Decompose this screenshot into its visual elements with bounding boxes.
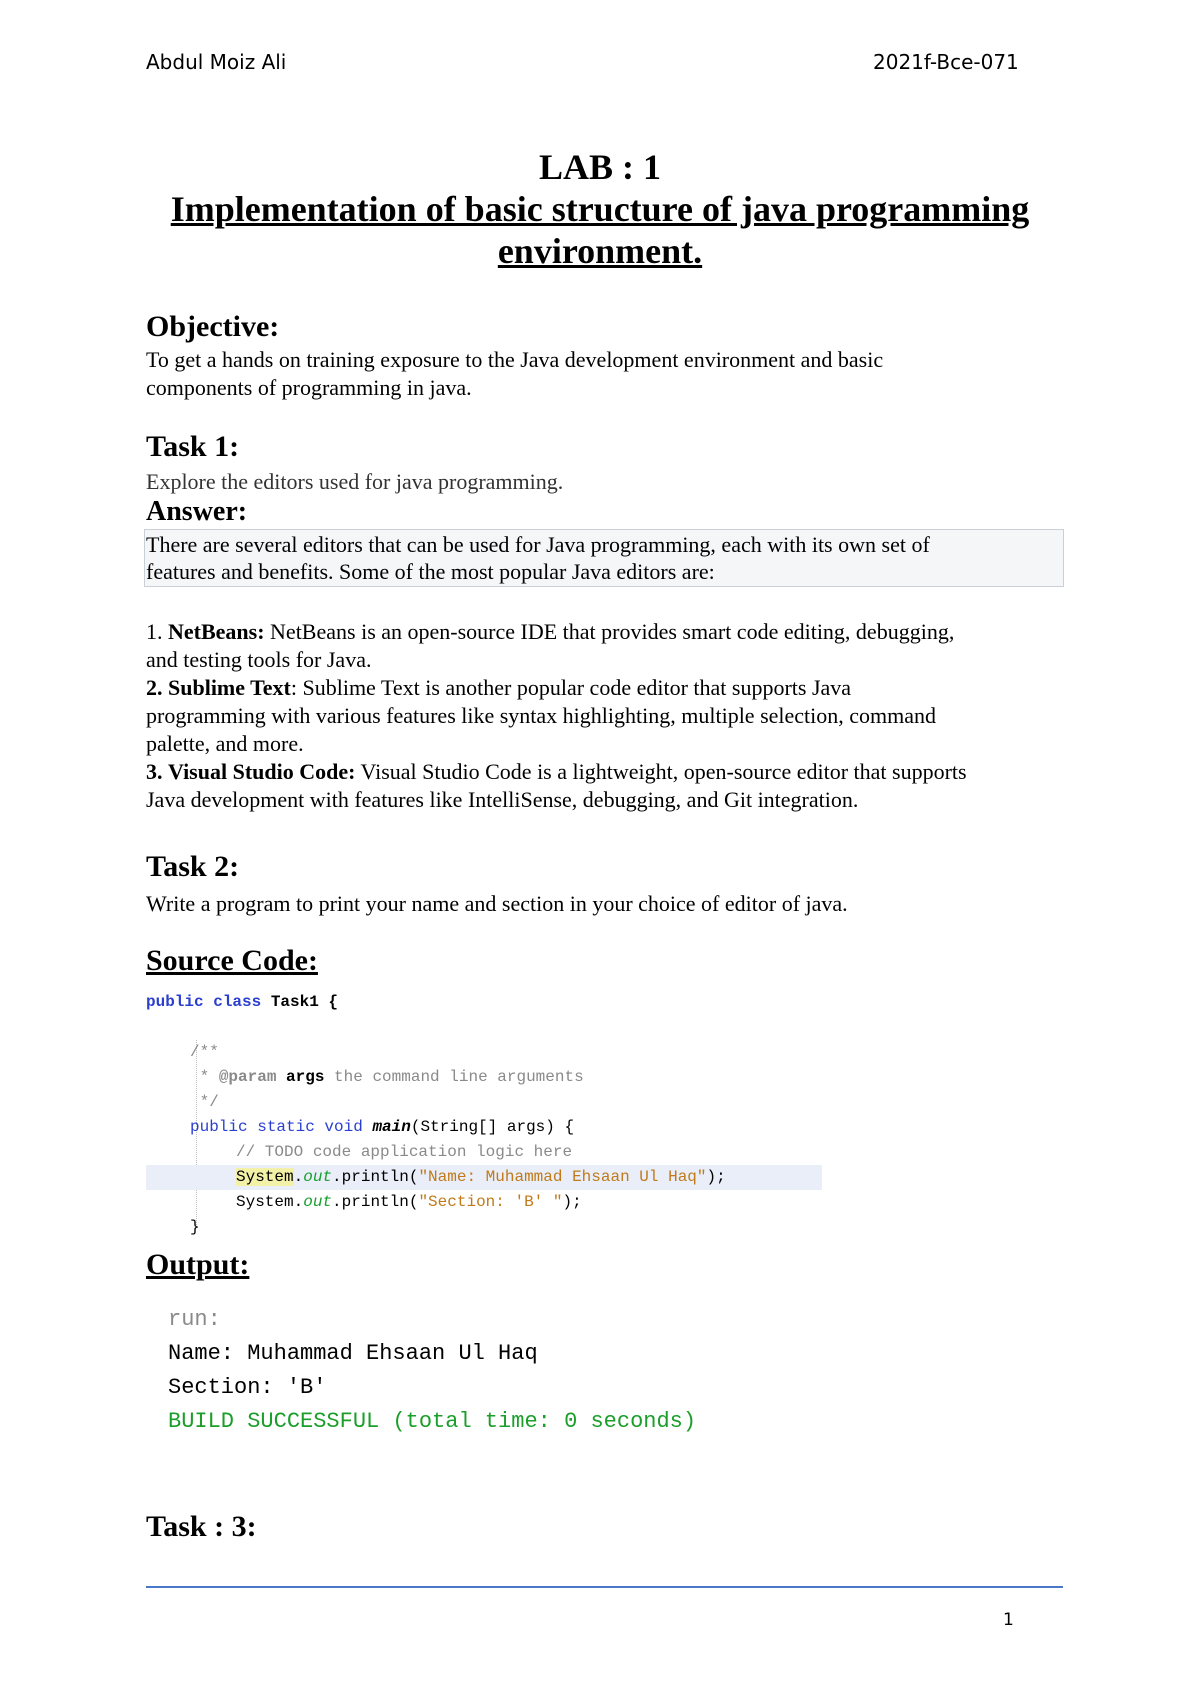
output-build-line: BUILD SUCCESSFUL (total time: 0 seconds) [168,1409,697,1434]
code-line-javadoc-close: */ [190,1093,219,1111]
code-line-print-section [236,1190,582,1215]
output-section-line: Section: 'B' [168,1375,327,1400]
code-line-javadoc-open: /** [190,1043,219,1061]
task-2-description: Write a program to print your name and section in your choice of editor of java. [146,891,848,916]
task-1-heading: Task 1: [146,430,240,463]
editor-name: NetBeans: [168,619,265,644]
code-line-todo-comment: // TODO code application logic here [236,1143,573,1161]
code-keyword: public static void [190,1118,363,1136]
answer-text-line-2: features and benefits. Some of the most popular Java editors are: [146,559,715,584]
editor-sublime-line-2: programming with various features like syntax highlighting, multiple selection, command [146,703,937,728]
header-roll-number: 2021f-Bce-071 [873,50,1019,74]
code-doc-tag: @param [218,1068,277,1086]
editor-description: Visual Studio Code is a lightweight, open-source editor that supports [355,759,967,784]
editor-number: 3. [146,759,163,784]
code-line-javadoc-param [190,1065,584,1090]
editor-name: Visual Studio Code: [168,759,356,784]
editor-number: 2. [146,675,163,700]
code-doc-arg: args [276,1068,325,1086]
code-out-field: out [303,1168,333,1186]
code-system-ref: System [236,1168,294,1186]
code-system-ref: System. [236,1193,304,1211]
objective-text-line-2: components of programming in java. [146,375,472,400]
code-end: ); [562,1193,582,1211]
output-heading: Output: [146,1248,250,1281]
page-number: 1 [1003,1610,1014,1630]
answer-text-line-1: There are several editors that can be used for Java programming, each with its own set of [146,532,930,557]
code-keyword: public class [146,993,262,1011]
objective-text-line-1: To get a hands on training exposure to the Java development environment and basic [146,347,884,372]
editor-sublime-line-3: palette, and more. [146,731,304,756]
task-1-description: Explore the editors used for java programming. [146,469,564,494]
objective-heading: Objective: [146,310,280,343]
code-line-main-method [190,1115,574,1140]
lab-title-line-1: Implementation of basic structure of java programming [170,189,1030,229]
editor-vscode-line-2: Java development with features like IntelliSense, debugging, and Git integration. [146,787,859,812]
code-out-field: out [303,1193,333,1211]
code-println: .println( [332,1193,419,1211]
editor-description: NetBeans is an open-source IDE that provides smart code editing, debugging, [264,619,955,644]
source-code-heading: Source Code: [146,944,318,977]
code-string: "Section: 'B' " [418,1193,563,1211]
editor-item-sublime [146,674,1066,702]
code-end: ); [706,1168,726,1186]
editor-item-vscode [146,758,1066,786]
code-string: "Name: Muhammad Ehsaan Ul Haq" [418,1168,707,1186]
code-comment: * [190,1068,219,1086]
lab-title-line-2: environment. [497,231,703,271]
code-class-name: Task1 { [261,993,339,1011]
code-params: (String[] args) { [410,1118,575,1136]
footer-rule [146,1586,1063,1588]
code-println: .println( [332,1168,419,1186]
task-2-heading: Task 2: [146,850,240,883]
lab-number-title: LAB : 1 [538,147,661,187]
code-line-class-declaration [146,990,338,1015]
code-line-close-brace: } [190,1218,200,1236]
editor-item-netbeans [146,618,1066,646]
header-author: Abdul Moiz Ali [146,50,287,74]
editor-netbeans-line-2: and testing tools for Java. [146,647,372,672]
task-3-heading: Task : 3: [146,1510,257,1543]
output-name-line: Name: Muhammad Ehsaan Ul Haq [168,1341,538,1366]
answer-heading: Answer: [146,496,248,527]
code-dot: . [293,1168,304,1186]
editor-name: Sublime Text [168,675,291,700]
output-run-line: run: [168,1307,221,1332]
code-method-name: main [372,1118,411,1136]
code-line-print-name [236,1165,726,1190]
editor-description: : Sublime Text is another popular code editor that supports Java [290,675,852,700]
editor-number: 1. [146,619,163,644]
code-comment: the command line arguments [324,1068,584,1086]
